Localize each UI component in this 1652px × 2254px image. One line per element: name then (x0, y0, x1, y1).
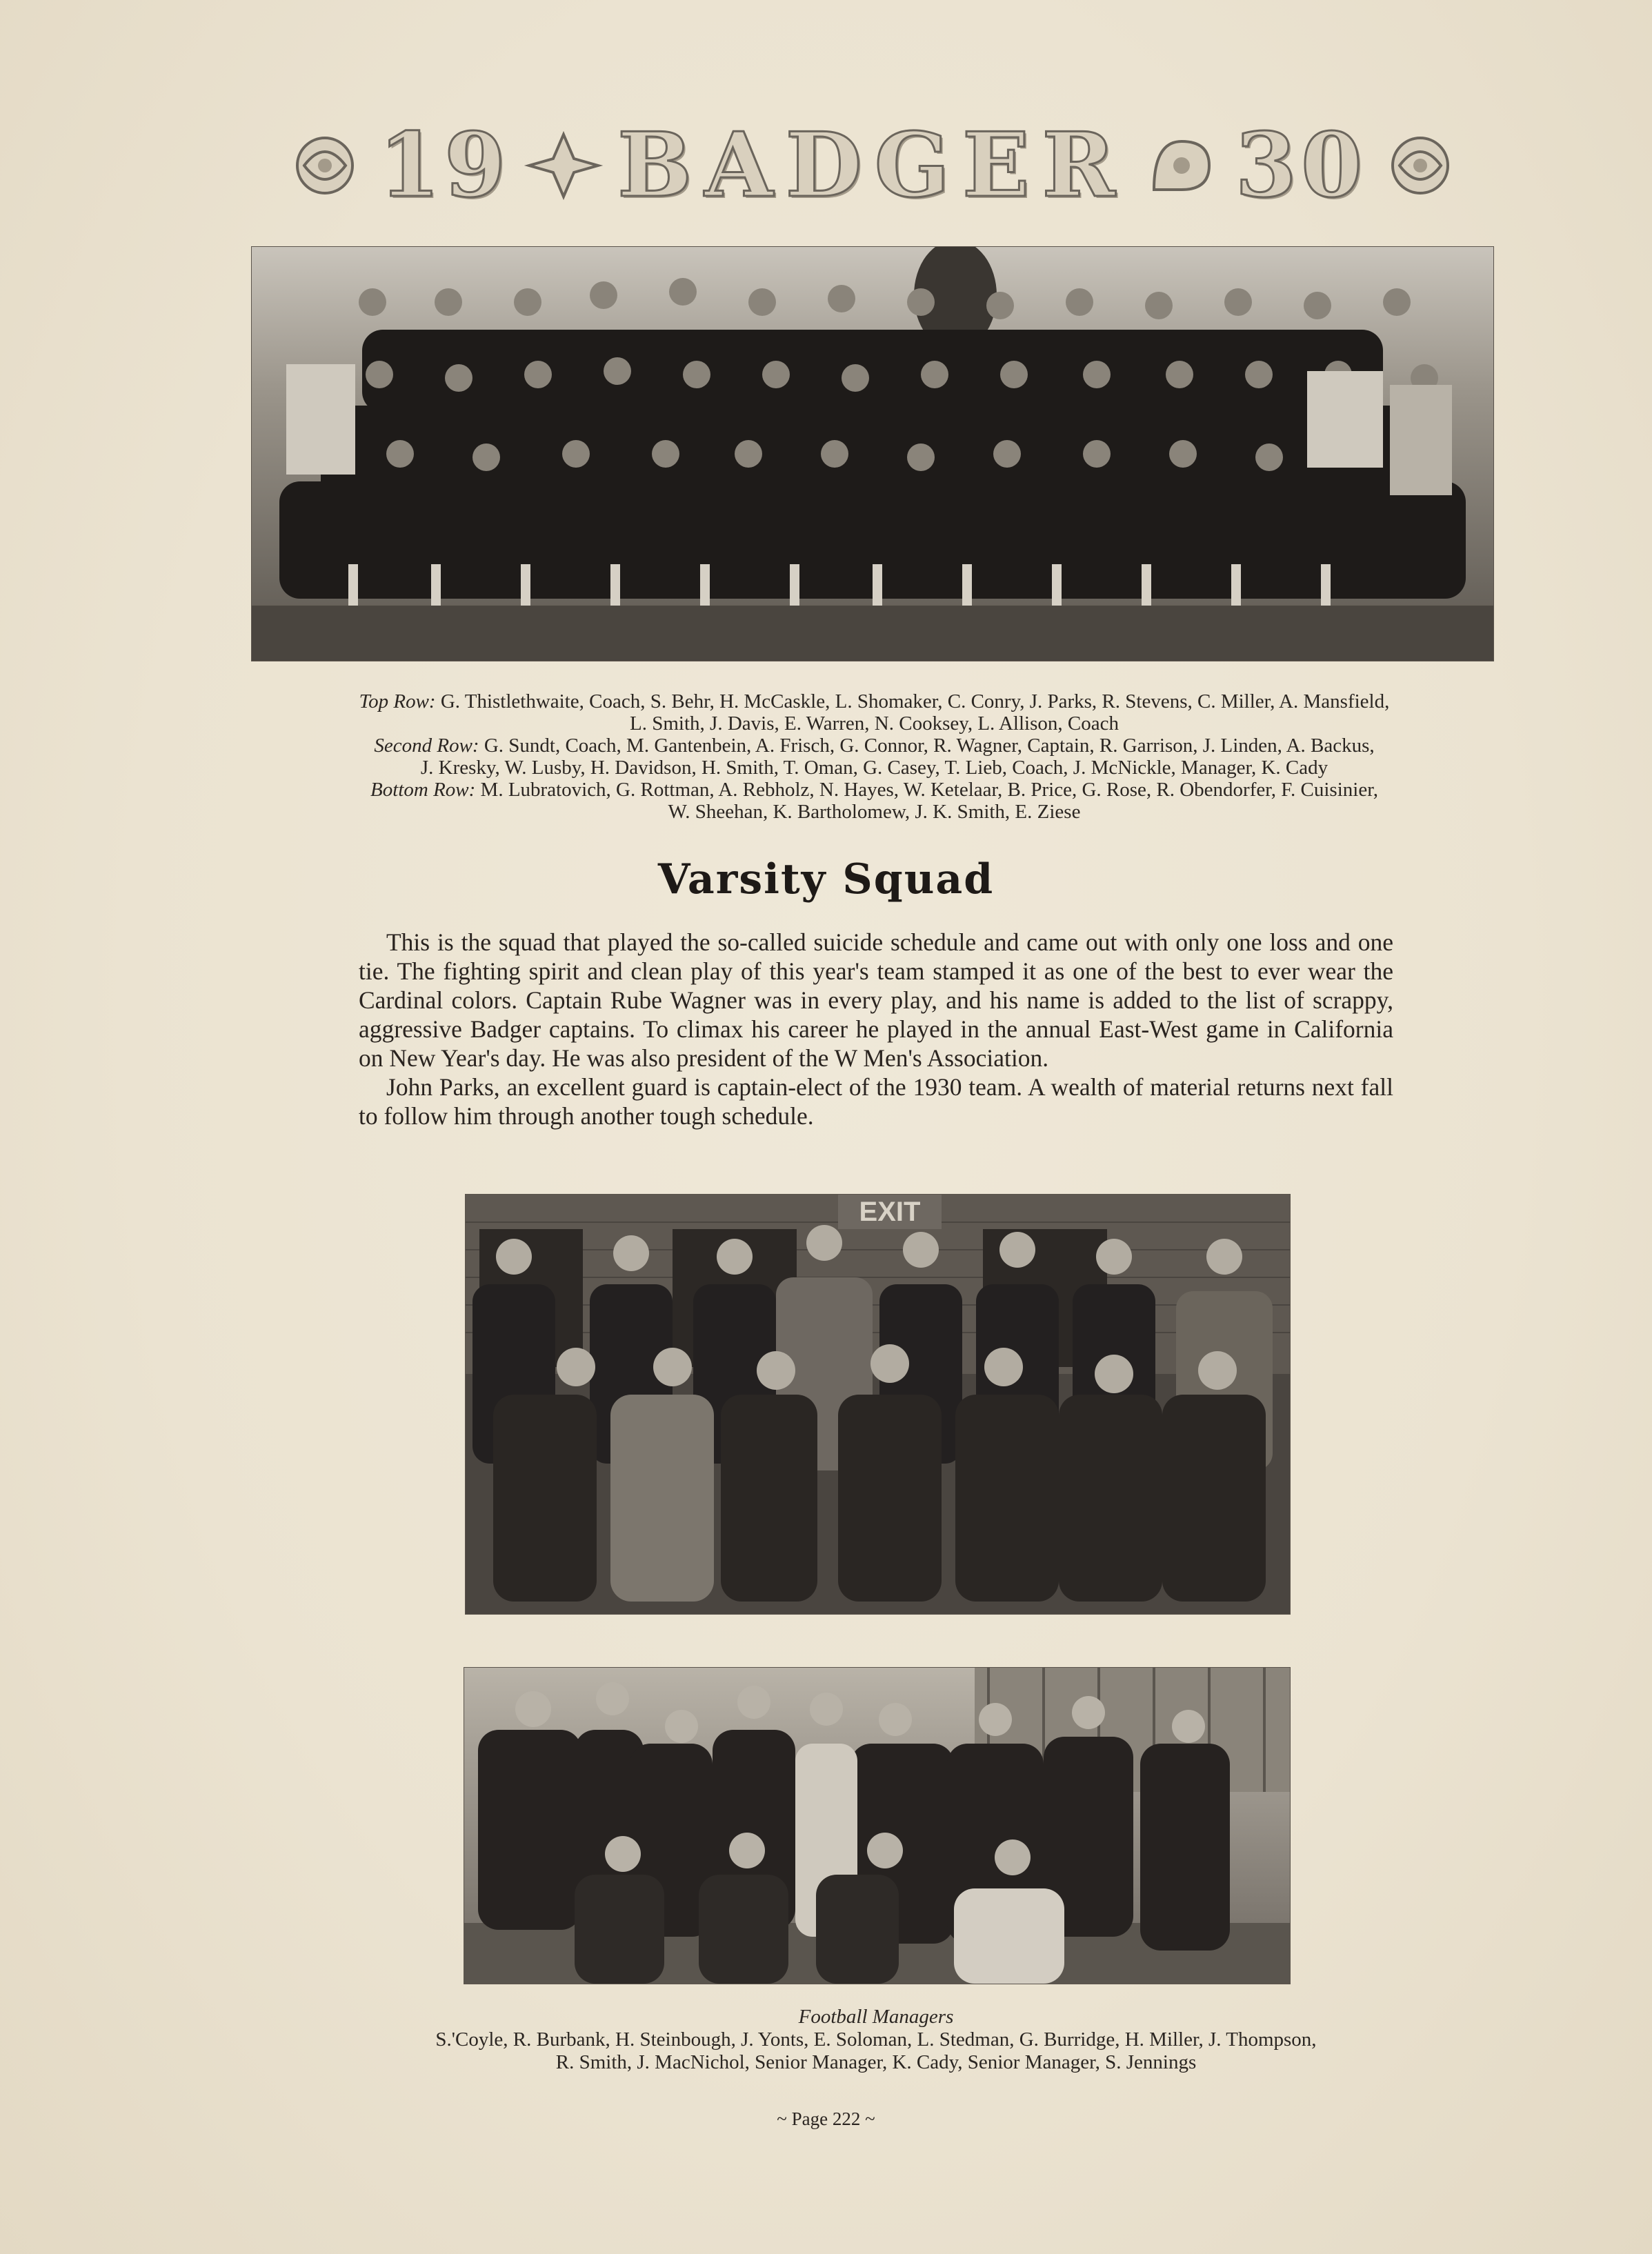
managers-caption-title: Football Managers (798, 2006, 954, 2028)
caption-top-row-cont: L. Smith, J. Davis, E. Warren, N. Cooksey, L. Allison, Coach (630, 712, 1119, 735)
managers-caption-line-2: R. Smith, J. MacNichol, Senior Manager, K. Cady, Senior Manager, S. Jennings (555, 2051, 1197, 2073)
team-photo (252, 247, 1493, 661)
coaches-photo-image (466, 1195, 1290, 1614)
caption-second-row (248, 735, 1500, 757)
header-title: BADGER (617, 114, 1128, 217)
page-number: ~ Page 222 ~ (777, 2108, 875, 2129)
team-photo-image (252, 247, 1493, 661)
caption-second-row-cont: J. Kresky, W. Lusby, H. Davidson, H. Smith, T. Oman, G. Casey, T. Lieb, Coach, J. McNickle, Manager, K. Cady (420, 757, 1328, 779)
section-title: Varsity Squad (657, 855, 995, 904)
article-paragraph-1: This is the squad that played the so-called suicide schedule and came out with only one loss and one tie. The fighting spirit and clean play of this year's team stamped it as one of the best to ever wear the Cardinal colors. Captain Rube Wagner was in every play, and his name is added to the list of scrappy, aggressive Badger captains. To climax his career he played in the annual East-West game in California on New Year's day. He was also president of the W Men's Association. (359, 928, 1393, 1072)
yearbook-header (252, 114, 1493, 217)
ornament-middle-left-icon (522, 128, 605, 203)
managers-photo-image (464, 1668, 1290, 1984)
caption-bottom-row-label: Bottom Row: (370, 779, 476, 801)
managers-caption-line-1: S.'Coyle, R. Burbank, H. Steinbough, J. Yonts, E. Soloman, L. Stedman, G. Burridge, H. Miller, J. Thompson, (435, 2028, 1317, 2051)
caption-bottom-row (248, 779, 1500, 801)
managers-photo (464, 1668, 1290, 1984)
ornament-right-icon (1379, 128, 1462, 203)
caption-second-row-label: Second Row: (374, 735, 479, 757)
header-year-left: 19 (379, 114, 510, 217)
caption-top-row (248, 690, 1500, 712)
team-caption (248, 690, 1500, 823)
ornament-middle-right-icon (1140, 128, 1223, 203)
caption-top-row-text: G. Thistlethwaite, Coach, S. Behr, H. McCaskle, L. Shomaker, C. Conry, J. Parks, R. Stevens, C. Miller, A. Mansfield, (440, 690, 1390, 712)
managers-caption (359, 2006, 1393, 2074)
exit-sign-text: EXIT (859, 1197, 921, 1227)
coaches-photo (466, 1195, 1290, 1614)
caption-top-row-label: Top Row: (359, 690, 436, 712)
header-year-right: 30 (1235, 114, 1366, 217)
article-paragraph-2: John Parks, an excellent guard is captain-elect of the 1930 team. A wealth of material returns next fall to follow him through another tough schedule. (359, 1073, 1393, 1130)
ornament-left-icon (283, 128, 366, 203)
caption-bottom-row-cont: W. Sheehan, K. Bartholomew, J. K. Smith, E. Ziese (668, 801, 1081, 823)
caption-second-row-text: G. Sundt, Coach, M. Gantenbein, A. Frisch, G. Connor, R. Wagner, Captain, R. Garrison, J. Linden, A. Backus, (484, 735, 1375, 757)
article-body (359, 928, 1393, 1130)
caption-bottom-row-text: M. Lubratovich, G. Rottman, A. Rebholz, N. Hayes, W. Ketelaar, B. Price, G. Rose, R. Obendorfer, F. Cuisinier, (480, 779, 1378, 801)
